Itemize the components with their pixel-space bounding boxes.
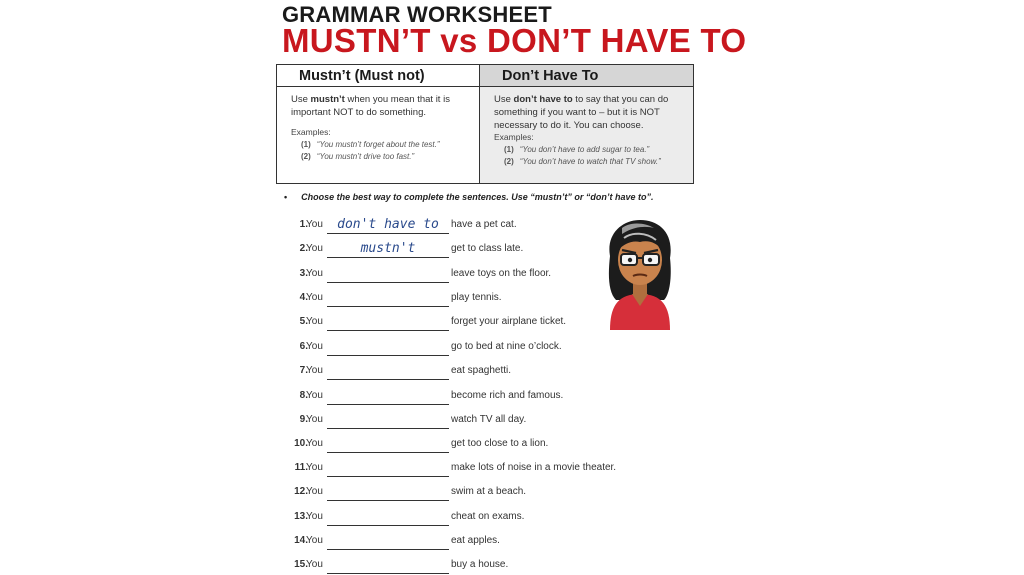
desc-text: Use: [494, 94, 514, 105]
exercise-you: You: [306, 219, 323, 230]
example-text: “You don’t have to add sugar to tea.”: [519, 145, 650, 154]
instructions: [284, 192, 654, 202]
answer-blank[interactable]: [327, 390, 449, 405]
exercise-number: 3.: [299, 268, 308, 279]
exercise-number: 5.: [299, 316, 308, 327]
answer-blank[interactable]: [327, 486, 449, 501]
desc-keyword: don’t have to: [513, 94, 573, 105]
bullet-icon: •: [284, 192, 288, 202]
answer-blank[interactable]: [327, 219, 449, 234]
rules-table: [276, 64, 694, 184]
exercise-number: 10.: [294, 438, 308, 449]
exercise-number: 11.: [294, 462, 308, 473]
answer-blank[interactable]: [327, 462, 449, 477]
exercise-text: swim at a beach.: [451, 486, 527, 497]
desc-text: Use: [291, 94, 311, 105]
exercise-you: You: [306, 486, 323, 497]
mustnt-column: [277, 65, 480, 183]
answer-blank[interactable]: [327, 511, 449, 526]
worksheet-subtitle: GRAMMAR WORKSHEET: [282, 2, 552, 27]
dont-have-to-column: [480, 65, 693, 183]
exercise-text: eat apples.: [451, 535, 500, 546]
exercise-number: 1.: [299, 219, 308, 230]
exercise-you: You: [306, 365, 323, 376]
exercise-text: leave toys on the floor.: [451, 268, 552, 279]
exercise-text: make lots of noise in a movie theater.: [451, 462, 617, 473]
desc-text: to say that you can do something if you want to – but it is NOT necessary to do it. You can choose.: [494, 94, 669, 131]
answer-blank[interactable]: [327, 414, 449, 429]
exercise-text: cheat on exams.: [451, 511, 525, 522]
answer-blank[interactable]: [327, 559, 449, 574]
answer-blank[interactable]: [327, 243, 449, 258]
exercise-text: become rich and famous.: [451, 390, 564, 401]
answer-blank[interactable]: [327, 438, 449, 453]
teacher-avatar-icon: [600, 216, 680, 330]
exercise-text: play tennis.: [451, 292, 502, 303]
example-text: “You don’t have to watch that TV show.”: [519, 157, 661, 166]
mustnt-description: [277, 87, 479, 119]
example-number: (2): [504, 157, 514, 166]
exercise-number: 9.: [299, 414, 308, 425]
handwritten-answer: mustn't: [360, 241, 416, 256]
exercise-text: get too close to a lion.: [451, 438, 549, 449]
exercise-number: 4.: [299, 292, 308, 303]
exercise-number: 14.: [294, 535, 308, 546]
exercise-you: You: [306, 462, 323, 473]
exercise-you: You: [306, 535, 323, 546]
dont-have-to-example: [480, 154, 693, 166]
example-number: (1): [301, 140, 311, 149]
exercise-you: You: [306, 316, 323, 327]
exercise-you: You: [306, 341, 323, 352]
exercise-text: have a pet cat.: [451, 219, 517, 230]
mustnt-heading: Mustn’t (Must not): [277, 65, 479, 87]
example-text: “You mustn’t drive too fast.”: [316, 152, 415, 161]
exercise-number: 7.: [299, 365, 308, 376]
exercise-number: 12.: [294, 486, 308, 497]
exercise-number: 13.: [294, 511, 308, 522]
answer-blank[interactable]: [327, 341, 449, 356]
exercise-number: 15.: [294, 559, 308, 570]
dont-have-to-examples-label: Examples:: [494, 132, 534, 142]
exercise-text: forget your airplane ticket.: [451, 316, 567, 327]
exercise-number: 8.: [299, 390, 308, 401]
exercise-you: You: [306, 414, 323, 425]
answer-blank[interactable]: [327, 268, 449, 283]
exercise-text: buy a house.: [451, 559, 509, 570]
exercise-you: You: [306, 438, 323, 449]
example-number: (1): [504, 145, 514, 154]
answer-blank[interactable]: [327, 365, 449, 380]
example-number: (2): [301, 152, 311, 161]
dont-have-to-example: [480, 142, 693, 154]
exercise-text: get to class late.: [451, 243, 524, 254]
desc-keyword: mustn’t: [310, 94, 345, 105]
exercise-you: You: [306, 292, 323, 303]
dont-have-to-heading: Don’t Have To: [480, 65, 693, 87]
mustnt-example: [277, 137, 479, 149]
exercise-you: You: [306, 243, 323, 254]
handwritten-answer: don't have to: [337, 217, 439, 232]
desc-text: when you mean that it is important NOT to do something.: [291, 94, 450, 118]
exercise-text: watch TV all day.: [451, 414, 527, 425]
exercise-number: 6.: [299, 341, 308, 352]
exercise-you: You: [306, 559, 323, 570]
example-text: “You mustn’t forget about the test.”: [316, 140, 440, 149]
instructions-text: Choose the best way to complete the sentences. Use “mustn’t” or “don’t have to”.: [301, 192, 654, 202]
exercise-you: You: [306, 268, 323, 279]
exercise-you: You: [306, 511, 323, 522]
mustnt-examples-label: Examples:: [291, 127, 331, 137]
worksheet-title: MUSTN’T vs DON’T HAVE TO: [282, 22, 747, 59]
dont-have-to-description: [480, 87, 693, 132]
answer-blank[interactable]: [327, 316, 449, 331]
answer-blank[interactable]: [327, 292, 449, 307]
exercise-number: 2.: [299, 243, 308, 254]
mustnt-example: [277, 149, 479, 161]
exercise-text: go to bed at nine o’clock.: [451, 341, 562, 352]
exercise-you: You: [306, 390, 323, 401]
answer-blank[interactable]: [327, 535, 449, 550]
exercise-text: eat spaghetti.: [451, 365, 512, 376]
